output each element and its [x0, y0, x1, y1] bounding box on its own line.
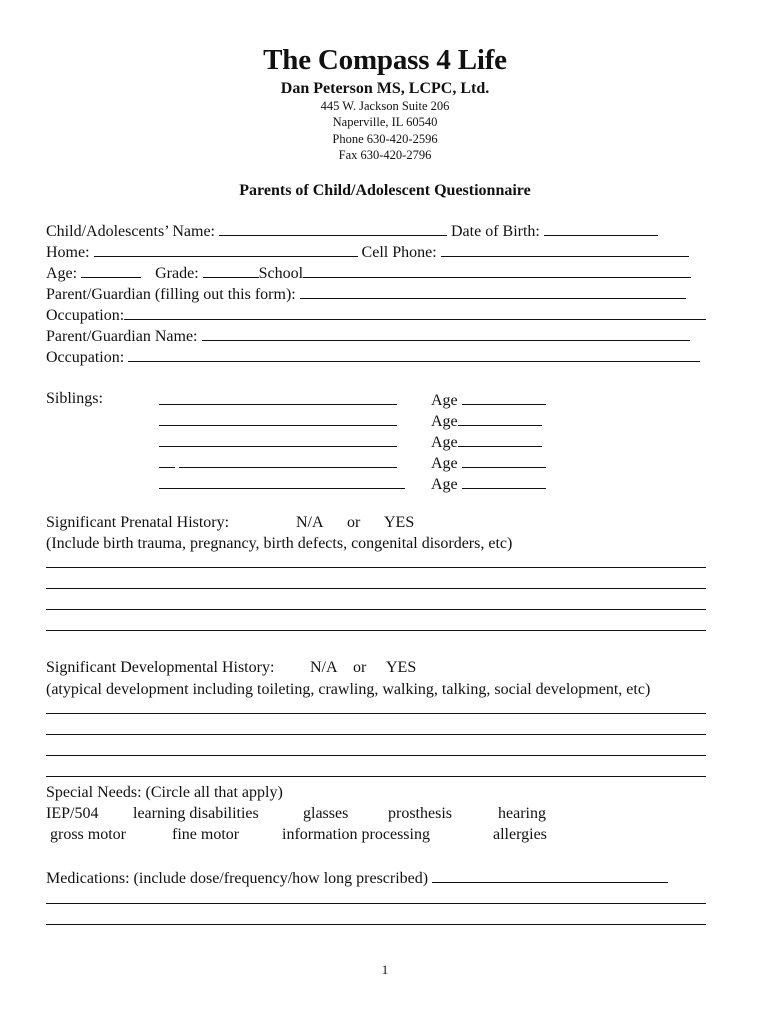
prenatal-yes-option[interactable]: YES — [384, 514, 415, 531]
special-needs-option-learning[interactable]: learning disabilities — [133, 805, 259, 822]
medications-field[interactable] — [432, 867, 668, 883]
developmental-answer-line[interactable] — [46, 776, 706, 777]
special-needs-option-allergies[interactable]: allergies — [493, 826, 547, 843]
sibling-name-field[interactable] — [159, 431, 397, 447]
special-needs-option-fine-motor[interactable]: fine motor — [172, 826, 240, 843]
dob-field[interactable] — [544, 220, 658, 236]
sibling-name-field[interactable] — [159, 410, 397, 426]
address-line-1: 445 W. Jackson Suite 206 — [320, 99, 450, 113]
age-field[interactable] — [81, 262, 141, 278]
row-age-grade-school — [46, 262, 691, 284]
special-needs-option-hearing[interactable]: hearing — [498, 805, 546, 822]
developmental-answer-line[interactable] — [46, 734, 706, 735]
page-number: 1 — [381, 962, 389, 977]
special-needs-option-glasses[interactable]: glasses — [303, 805, 349, 822]
prenatal-or-text: or — [347, 514, 361, 531]
sibling-age-row — [431, 431, 542, 453]
sibling-name-field[interactable] — [159, 389, 397, 405]
sibling-row — [159, 389, 397, 411]
parent-filling-label: Parent/Guardian (filling out this form): — [46, 286, 296, 303]
row-home — [46, 241, 689, 263]
parent-filling-field[interactable] — [300, 283, 686, 299]
prenatal-answer-line[interactable] — [46, 609, 706, 610]
row-parent-name — [46, 325, 690, 347]
sibling-row — [159, 452, 397, 474]
sibling-age-label: Age — [431, 455, 458, 472]
sibling-age-label: Age — [431, 413, 458, 430]
form-title: Parents of Child/Adolescent Questionnaire — [239, 182, 531, 199]
sibling-age-row — [431, 452, 546, 474]
occupation-2-field[interactable] — [128, 346, 700, 362]
special-needs-option-information-processing[interactable]: information processing — [282, 826, 430, 843]
sibling-age-row — [431, 389, 546, 411]
special-needs-option-prosthesis[interactable]: prosthesis — [388, 805, 452, 822]
row-parent-filling — [46, 283, 686, 305]
sibling-age-field[interactable] — [458, 410, 542, 426]
prenatal-label: Significant Prenatal History: — [46, 514, 230, 531]
occupation-1-label: Occupation: — [46, 307, 125, 324]
sibling-name-field[interactable] — [159, 473, 405, 489]
occupation-2-label: Occupation: — [46, 349, 125, 366]
school-field[interactable] — [303, 262, 691, 278]
parent-name-field[interactable] — [202, 325, 690, 341]
special-needs-option-gross-motor[interactable]: gross motor — [50, 826, 126, 843]
sibling-age-row — [431, 473, 546, 495]
special-needs-option-iep[interactable]: IEP/504 — [46, 805, 99, 822]
sibling-row — [159, 431, 397, 453]
medications-answer-line[interactable] — [46, 903, 706, 904]
prenatal-na-option[interactable]: N/A — [296, 514, 324, 531]
school-label: School — [258, 265, 304, 282]
cell-phone-field[interactable] — [441, 241, 689, 257]
row-occupation-2 — [46, 346, 700, 368]
sibling-age-field[interactable] — [458, 431, 542, 447]
row-occupation-1 — [46, 304, 706, 326]
developmental-na-option[interactable]: N/A — [310, 659, 338, 676]
home-label: Home: — [46, 244, 90, 261]
document-title: The Compass 4 Life — [263, 44, 507, 76]
child-name-field[interactable] — [219, 220, 447, 236]
child-name-label: Child/Adolescents’ Name: — [46, 223, 215, 240]
row-medications — [46, 867, 668, 889]
age-label: Age: — [46, 265, 78, 282]
sibling-name-field[interactable] — [179, 452, 397, 468]
medications-label: Medications: (include dose/frequency/how long prescribed) — [46, 870, 429, 887]
sibling-name-field[interactable] — [159, 452, 175, 468]
developmental-answer-line[interactable] — [46, 755, 706, 756]
medications-answer-line[interactable] — [46, 924, 706, 925]
sibling-age-label: Age — [431, 434, 458, 451]
sibling-row — [159, 410, 397, 432]
developmental-label: Significant Developmental History: — [46, 659, 275, 676]
grade-field[interactable] — [203, 262, 259, 278]
phone-number: Phone 630-420-2596 — [332, 132, 438, 146]
sibling-age-field[interactable] — [462, 473, 546, 489]
fax-number: Fax 630-420-2796 — [338, 148, 432, 162]
cell-label: Cell Phone: — [361, 244, 437, 261]
occupation-1-field[interactable] — [124, 304, 706, 320]
prenatal-answer-line[interactable] — [46, 588, 706, 589]
sibling-age-row — [431, 410, 542, 432]
developmental-yes-option[interactable]: YES — [386, 659, 417, 676]
developmental-answer-line[interactable] — [46, 713, 706, 714]
sibling-age-label: Age — [431, 392, 458, 409]
parent-name-label: Parent/Guardian Name: — [46, 328, 198, 345]
home-phone-field[interactable] — [94, 241, 358, 257]
prenatal-note: (Include birth trauma, pregnancy, birth defects, congenital disorders, etc) — [46, 535, 513, 552]
prenatal-answer-line[interactable] — [46, 630, 706, 631]
sibling-row — [159, 473, 405, 495]
developmental-note: (atypical development including toileting, crawling, walking, talking, social development, etc) — [46, 681, 651, 698]
grade-label: Grade: — [155, 265, 199, 282]
developmental-or-text: or — [353, 659, 367, 676]
prenatal-answer-line[interactable] — [46, 567, 706, 568]
sibling-age-field[interactable] — [462, 452, 546, 468]
row-child-name — [46, 220, 658, 242]
address-line-2: Naperville, IL 60540 — [332, 115, 438, 129]
siblings-label: Siblings: — [46, 390, 103, 407]
sibling-age-label: Age — [431, 476, 458, 493]
practice-name: Dan Peterson MS, LCPC, Ltd. — [280, 80, 490, 97]
sibling-age-field[interactable] — [462, 389, 546, 405]
dob-label: Date of Birth: — [451, 223, 540, 240]
special-needs-label: Special Needs: (Circle all that apply) — [46, 784, 283, 801]
